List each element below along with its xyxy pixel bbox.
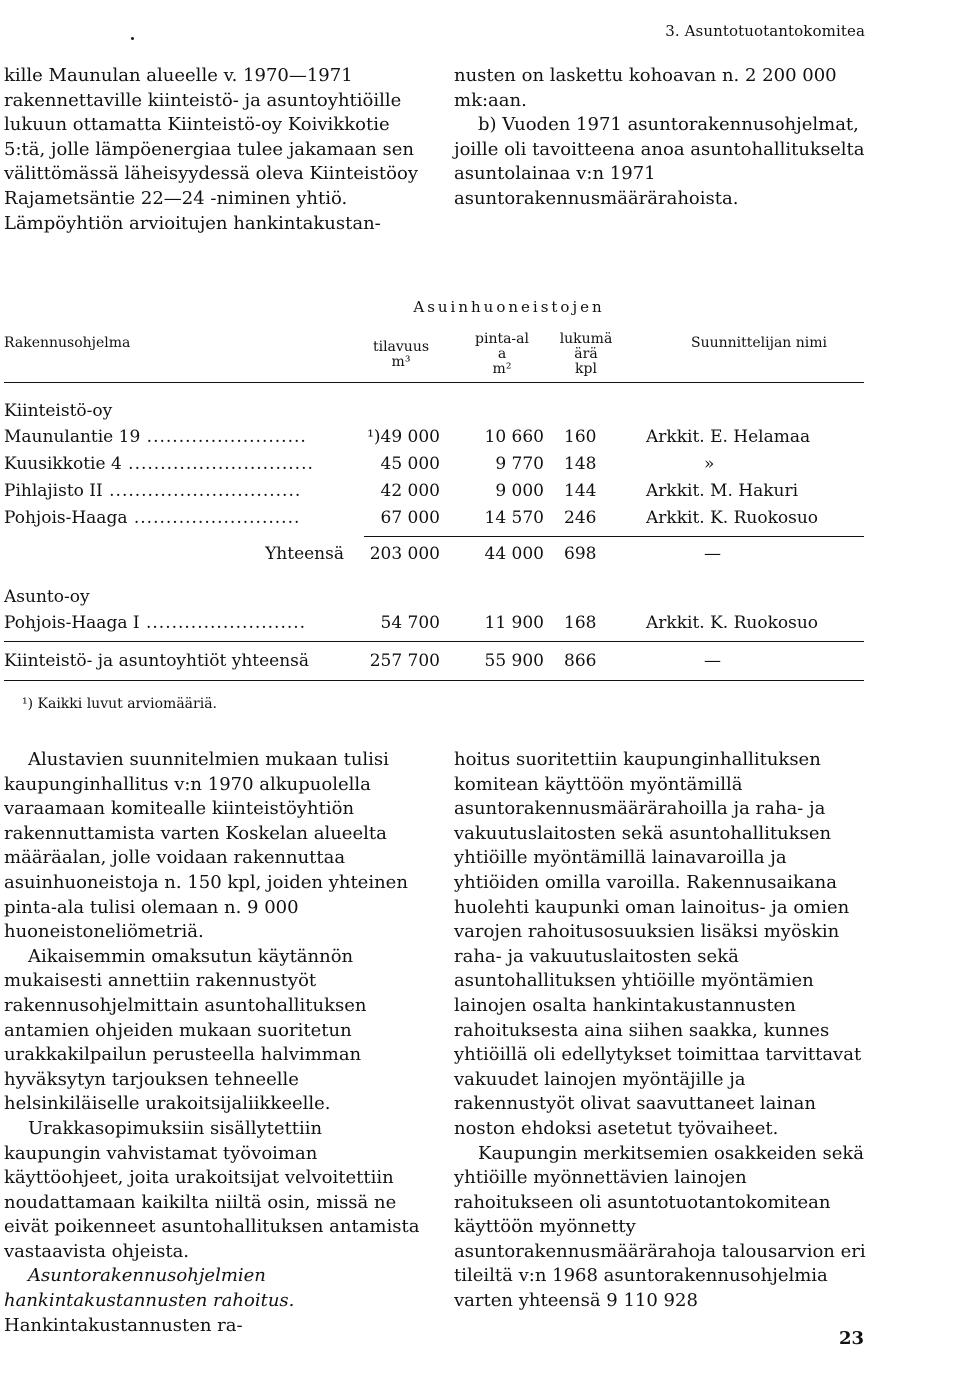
dot-leader: .............................. (102, 481, 302, 501)
col-header-area-label: pinta-ala (475, 331, 529, 362)
col-header-area (474, 332, 530, 377)
bottom-left-paragraph-4 (4, 1264, 422, 1338)
grand-total-rule (4, 641, 864, 642)
col-header-count-label: lukumäärä (559, 331, 613, 362)
col-header-designer: Suunnittelijan nimi (690, 335, 828, 351)
row-name: Maunulantie 19 (4, 427, 141, 447)
page-number: 23 (838, 1328, 864, 1349)
bottom-left-paragraph-3: Urakkasopimuksiin sisällytettiin kaupungin vahvistamat työvoiman käyttöohjeet, joita urakoitsijat velvoitettiin noudattamaan kaikilta niiltä osin, missä ne eivät poikenneet asuntohallituksen antamista vastaavista ohjeista. (4, 1117, 420, 1262)
top-right-paragraph-1: nusten on laskettu kohoavan n. 2 200 000 mk:aan. (454, 65, 837, 111)
bottom-right-column (454, 748, 868, 1314)
row-name-cell (4, 478, 344, 504)
row-volume: 67 000 (380, 508, 440, 528)
col-header-count (558, 332, 614, 377)
dot-leader: ......................... (139, 613, 307, 633)
row-designer: Arkkit. M. Hakuri (646, 481, 799, 501)
col-header-count-unit: kpl (575, 361, 597, 377)
bottom-left-paragraph-1: Alustavien suunnitelmien mukaan tulisi kaupunginhallitus v:n 1970 alkupuolella varaamaan komitealle kiinteistöyhtiön rakennuttamista varten Koskelan alueelta määräalan, jolle voidaan rakennuttaa asuinhuoneistoja n. 150 kpl, joiden yhteinen pinta-ala tulisi olemaan n. 9 000 huoneistoneliömetriä. (4, 749, 408, 943)
row-area: 9 000 (495, 481, 544, 501)
bottom-left-paragraph-4-text: Hankintakustannusten ra- (4, 1314, 243, 1336)
row-designer: Arkkit. K. Ruokosuo (646, 613, 819, 633)
row-volume: ¹)49 000 (367, 427, 440, 447)
row-name: Pohjois-Haaga (4, 508, 128, 528)
footnote: ¹) Kaikki luvut arviomääriä. (22, 696, 217, 712)
grand-total-volume: 257 700 (369, 651, 440, 671)
group-label-kiinteisto: Kiinteistö-oy (4, 401, 113, 421)
row-name-cell (4, 451, 344, 477)
row-volume: 54 700 (380, 613, 440, 633)
col-header-program: Rakennusohjelma (4, 335, 131, 351)
subtotal-volume: 203 000 (369, 544, 440, 564)
dot-leader: ............................. (121, 454, 314, 474)
group-label-asunto: Asunto-oy (4, 587, 90, 607)
grand-total-label: Kiinteistö- ja asuntoyhtiöt yhteensä (4, 651, 310, 671)
table-row (4, 610, 864, 636)
col-header-volume-label: tilavuus (372, 339, 430, 355)
table-header-rule (4, 382, 864, 383)
row-count: 148 (564, 454, 597, 474)
subtotal-rule (364, 536, 864, 537)
subtotal-label: Yhteensä (265, 544, 344, 564)
bottom-left-paragraph-2: Aikaisemmin omaksutun käytännön mukaisesti annettiin rakennustyöt rakennusohjelmittain asuntohallituksen antamien ohjeiden mukaan suoritetun urakkakilpailun perusteella halvimman hyväksytyn tarjouksen tehneelle helsinkiläiselle urakoitsijaliikkeelle. (4, 945, 367, 1115)
row-count: 160 (564, 427, 597, 447)
table-row (4, 451, 864, 477)
row-count: 168 (564, 613, 597, 633)
row-area: 10 660 (484, 427, 544, 447)
subtotal-designer: — (704, 544, 721, 564)
row-name-cell (4, 505, 344, 531)
grand-total-designer: — (704, 651, 721, 671)
row-volume: 42 000 (380, 481, 440, 501)
row-count: 246 (564, 508, 597, 528)
row-count: 144 (564, 481, 597, 501)
row-name-cell (4, 610, 344, 636)
table-bottom-rule (4, 680, 864, 681)
row-area: 11 900 (484, 613, 544, 633)
row-name: Pohjois-Haaga I (4, 613, 140, 633)
running-head: 3. Asuntotuotantokomitea (665, 22, 865, 40)
table-row (4, 424, 864, 450)
row-area: 14 570 (484, 508, 544, 528)
subtotal-row (4, 541, 864, 567)
row-area: 9 770 (495, 454, 544, 474)
row-name: Kuusikkotie 4 (4, 454, 122, 474)
table-row (4, 478, 864, 504)
grand-total-row (4, 648, 864, 674)
grand-total-count: 866 (564, 651, 597, 671)
bottom-left-column (4, 748, 422, 1338)
subtotal-area: 44 000 (484, 544, 544, 564)
row-name: Pihlajisto II (4, 481, 103, 501)
top-right-column (454, 64, 868, 212)
col-header-volume-unit: m³ (391, 354, 411, 370)
dot-leader: ......................... (140, 427, 307, 447)
dot-leader: .......................... (127, 508, 301, 528)
table-row (4, 505, 864, 531)
row-designer: Arkkit. K. Ruokosuo (646, 508, 819, 528)
row-designer: Arkkit. E. Helamaa (646, 427, 811, 447)
subtotal-count: 698 (564, 544, 597, 564)
top-right-paragraph-2: b) Vuoden 1971 asuntorakennusohjelmat, joille oli tavoitteena anoa asuntohallitukselta asuntolainaa v:n 1971 asuntorakennusmäärärahoista. (454, 114, 865, 209)
top-left-paragraph: kille Maunulan alueelle v. 1970—1971 rakennettaville kiinteistö- ja asuntoyhtiöille lukuun ottamatta Kiinteistö-oy Koivikkotie 5:tä, jolle lämpöenergiaa tulee jakamaan sen välittömässä läheisyydessä oleva Kiinteistöoy Rajametsäntie 22—24 -niminen yhtiö. Lämpöyhtiön arvioitujen hankintakustan- (4, 65, 418, 234)
top-left-column (4, 64, 422, 236)
table-group-header: Asuinhuoneistojen (413, 298, 605, 316)
section-heading-italic: Asuntorakennusohjelmien hankintakustannusten rahoitus. (4, 1265, 295, 1312)
row-name-cell (4, 424, 344, 450)
grand-total-area: 55 900 (484, 651, 544, 671)
print-speck (131, 37, 134, 40)
row-volume: 45 000 (380, 454, 440, 474)
bottom-right-paragraph-1: hoitus suoritettiin kaupunginhallituksen komitean käyttöön myöntämillä asuntorakennusmäärärahoilla ja raha- ja vakuutuslaitosten sekä asuntohallituksen yhtiöille myöntämillä lainavaroilla ja yhtiöiden omilla varoilla. Rakennusaikana huolehti kaupunki oman lainoitus- ja omien varojen rahoitusosuuksien lisäksi myöskin raha- ja vakuutuslaitosten sekä asuntohallituksen yhtiöille myöntämien lainojen osalta hankintakustannusten rahoituksesta aina siihen saakka, kunnes yhtiöillä oli edellytykset toimittaa tarvittavat vakuudet lainojen myöntäjille ja rakennustyöt olivat saavuttaneet lainan noston ehdoksi asetetut työvaiheet. (454, 749, 862, 1139)
bottom-right-paragraph-2: Kaupungin merkitsemien osakkeiden sekä yhtiöille myönnettävien lainojen rahoitukseen oli asuntotuotantokomitean käyttöön myönnetty asuntorakennusmäärärahoja talousarvion eri tileiltä v:n 1968 asuntorakennusohjelmia varten yhteensä 9 110 928 (454, 1142, 866, 1312)
row-designer: » (704, 454, 715, 474)
col-header-volume (366, 340, 436, 370)
col-header-area-unit: m² (492, 361, 512, 377)
